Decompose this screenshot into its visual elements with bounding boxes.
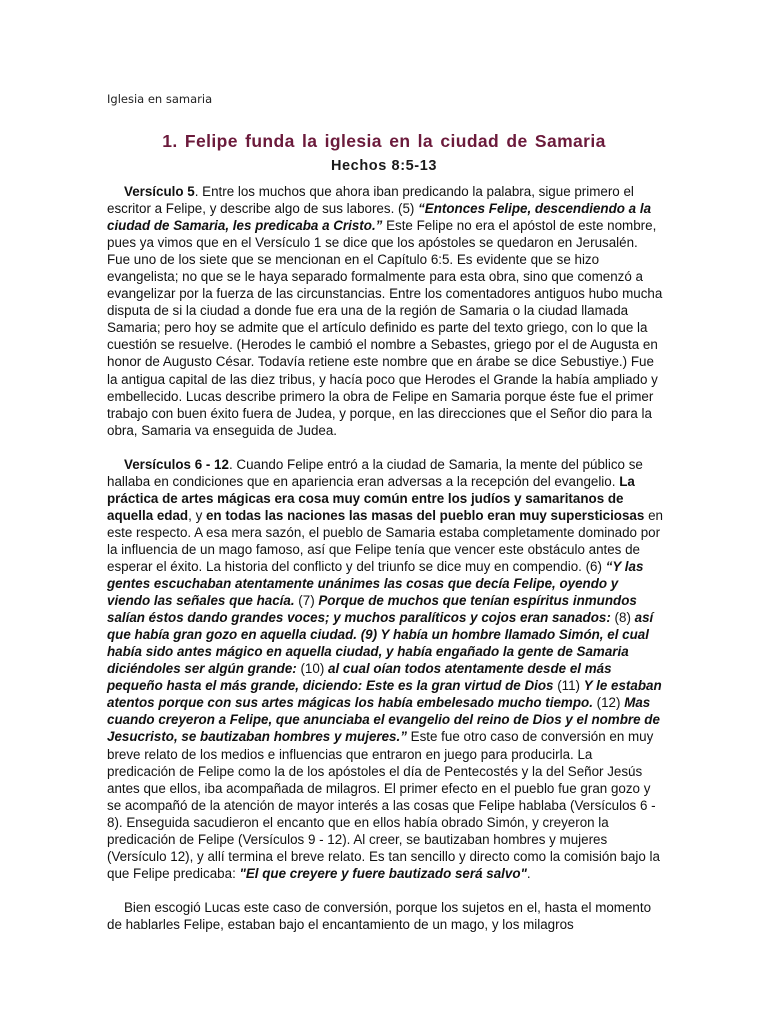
bold-text: en todas las naciones las masas del pueblo eran muy supersticiosas (205, 507, 645, 523)
bold-text: Versículo 5 (124, 184, 195, 199)
text-run: (11) (553, 678, 584, 694)
scripture-quote: Y le estaban atentos porque con sus artes mágicas los había embelesado mucho tiempo. (107, 678, 662, 711)
text-run: (12) (592, 695, 625, 711)
text-run: (10) (296, 661, 329, 677)
scripture-quote: “Entonces Felipe, descendiendo a la ciudad de Samaria, les predicaba a Cristo.” (107, 201, 652, 234)
text-run: , y (188, 507, 206, 523)
text-run: Este Felipe no era el apóstol de este nombre, pues ya vimos que en el Versículo 1 se dice que los apóstoles se quedaron en Jerusalén. Fue uno de los siete que se mencionan en el Capítulo 6:5. Es evidente que se hizo evangelista; no que se le haya separado formalmente para esta obra, sino que comenzó a evangelizar por la fuerza de las circunstancias. Entre los comentadores antiguos hubo mucha disputa de si la ciudad a donde fue era una de la región de Samaria o la ciudad llamada Samaria; pero hoy se admite que el artículo definido es parte del texto griego, con lo que la cuestión se resuelve. (Herodes le cambió el nombre a Sebastes, griego por el de Augusta en honor de Augusto César. Todavía retiene este nombre que en árabe se dice Sebustiye.) Fue la antigua capital de las diez tribus, y hacía poco que Herodes el Grande la había ampliado y embellecido. Lucas describe primero la obra de Felipe en Samaria porque éste fue el primer trabajo con buen éxito fuera de Judea, y porque, en las direcciones que el Señor dio para la obra, Samaria va enseguida de Judea. (107, 218, 663, 438)
text-run: Bien escogió Lucas este caso de conversión, porque los sujetos en el, hasta el momento de hablarles Felipe, estaban bajo el encantamiento de un mago, y los milagros (107, 899, 652, 932)
document-body (107, 183, 663, 950)
scripture-quote: Mas cuando creyeron a Felipe, que anunciaba el evangelio del reino de Dios y el nombre de Jesucristo, se bautizaban hombres y mujeres.” (107, 695, 660, 745)
paragraph (107, 456, 663, 882)
document-label: Iglesia en samaria (107, 92, 213, 106)
bold-text: La práctica de artes mágicas era cosa muy común entre los judíos y samaritanos de aquella edad (107, 473, 635, 523)
bold-text: Versículos 6 - 12 (124, 456, 229, 472)
text-run: . Cuando Felipe entró a la ciudad de Samaria, la mente del público se hallaba en condiciones que en apariencia eran adversas a la recepción del evangelio. (107, 456, 643, 489)
paragraph (107, 183, 663, 439)
text-run: Este fue otro caso de conversión en muy breve relato de los medios e influencias que entraron en juego para producirla. La predicación de Felipe como la de los apóstoles el día de Pentecostés y la del Señor Jesús antes que ellos, iba acompañada de milagros. El primer efecto en el pueblo fue gran gozo y se acompañó de la atención de mayor interés a las cosas que Felipe hablaba (Versículos 6 - 8). Enseguida sacudieron el encanto que en ellos había obrado Simón, y creyeron la predicación de Felipe (Versículos 9 - 12). Al creer, se bautizaban hombres y mujeres (Versículo 12), y allí termina el breve relato. Es tan sencillo y directo como la comisión bajo la que Felipe predicaba: (107, 729, 660, 881)
scripture-quote: Porque de muchos que tenían espíritus inmundos salían éstos dando grandes voces; y muchos paralíticos y cojos eran sanados: (107, 593, 637, 626)
scripture-quote: “Y las gentes escuchaban atentamente unánimes las cosas que decía Felipe, oyendo y viendo las señales que hacía. (107, 558, 644, 609)
scripture-quote: así que había gran gozo en aquella ciudad. (9) Y había un hombre llamado Simón, el cual había sido antes mágico en aquella ciudad, y había engañado la gente de Samaria diciéndoles ser algún grande: (107, 610, 654, 677)
text-run: (8) (610, 610, 635, 626)
text-run: . Entre los muchos que ahora iban predicando la palabra, sigue primero el escritor a Felipe, y describe algo de sus labores. (5) (107, 184, 634, 217)
page-title: 1. Felipe funda la iglesia en la ciudad de Samaria (162, 131, 606, 151)
scripture-quote: "El que creyere y fuere bautizado será salvo" (239, 865, 527, 881)
text-run: . (526, 865, 531, 881)
scripture-quote: al cual oían todos atentamente desde el más pequeño hasta el más grande, diciendo: Este es la gran virtud de Dios (107, 661, 612, 694)
text-run: en este respecto. A esa mera sazón, el pueblo de Samaria estaba completamente dominado por la influencia de un mago famoso, así que Felipe tenía que vencer este obstáculo antes de esperar el éxito. La historia del conflicto y del triunfo se dice muy en compendio. (6) (107, 507, 663, 574)
paragraph (107, 899, 663, 933)
text-run: (7) (294, 593, 319, 609)
page-subtitle: Hechos 8:5-13 (330, 158, 438, 174)
